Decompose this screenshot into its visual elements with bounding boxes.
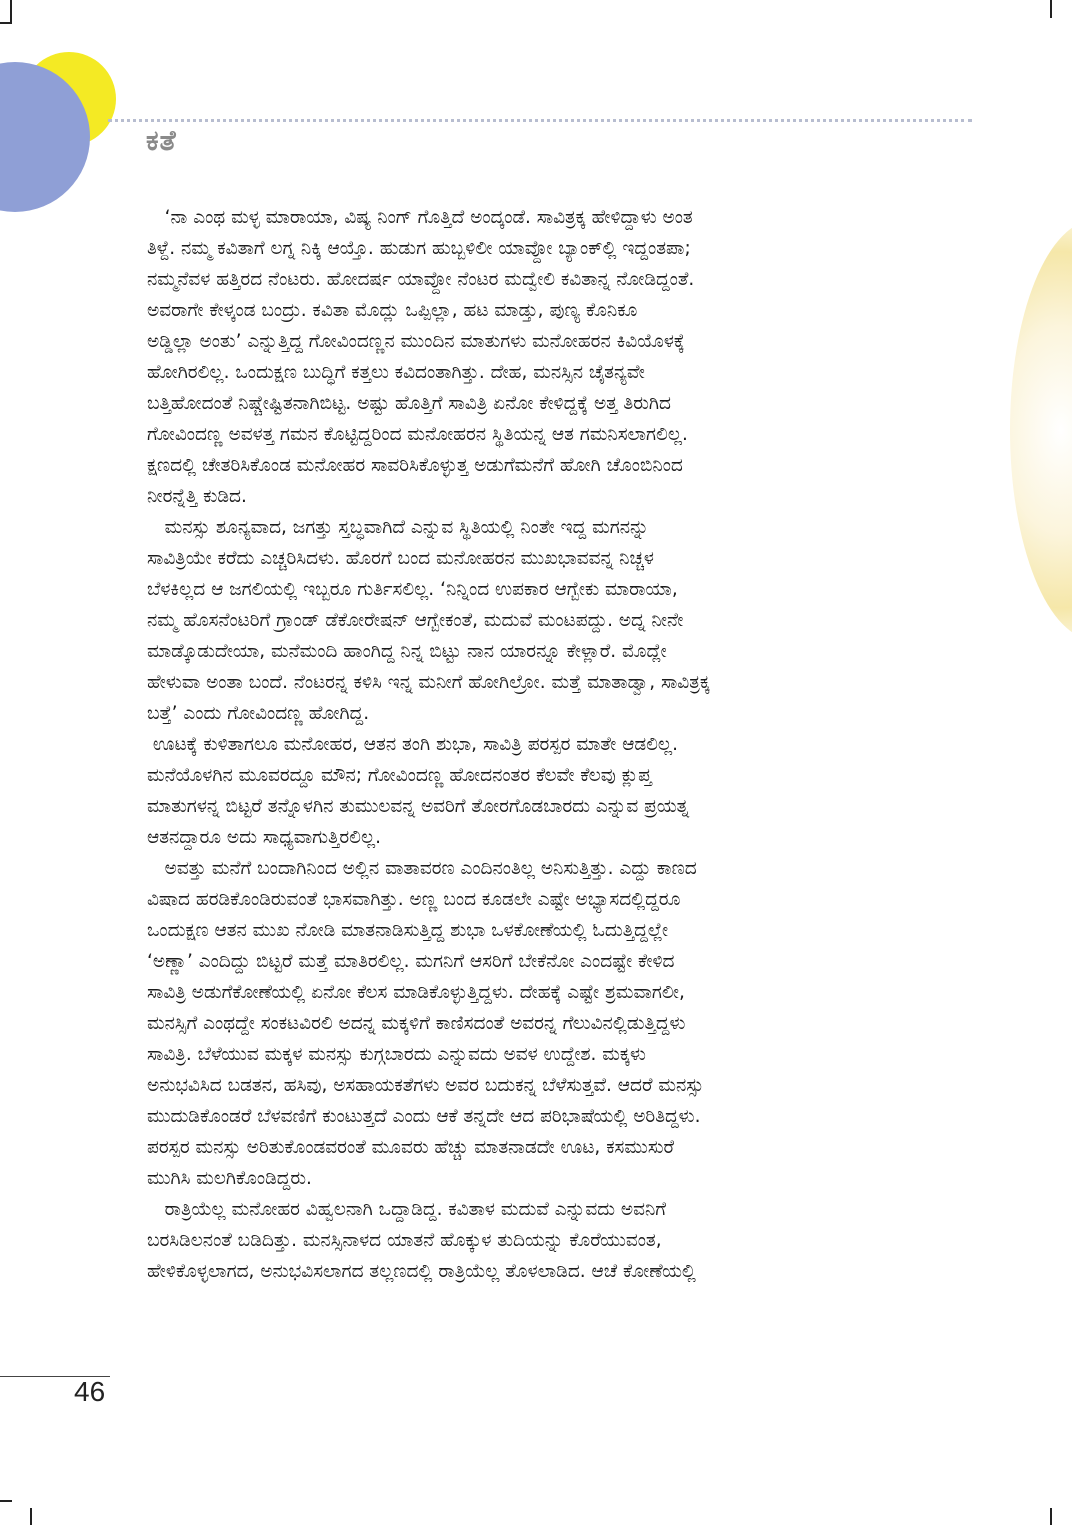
story-line: ಪರಸ್ಪರ ಮನಸ್ಸು ಅರಿತುಕೊಂಡವರಂತೆ ಮೂವರು ಹೆಚ್ಚು ಮಾತನಾಡದೇ ಊಟ, ಕಸಮುಸುರೆ bbox=[147, 1137, 675, 1158]
story-line: ಆತನದ್ದಾರೂ ಅದು ಸಾಧ್ಯವಾಗುತ್ತಿರಲಿಲ್ಲ. bbox=[147, 827, 382, 848]
crop-mark-bottom-left bbox=[0, 1500, 12, 1502]
crop-mark-top-left bbox=[10, 0, 12, 22]
crop-mark-bottom-left-v bbox=[30, 1508, 32, 1525]
crop-mark-top-left-h bbox=[0, 22, 12, 24]
story-line: ಊಟಕ್ಕೆ ಕುಳಿತಾಗಲೂ ಮನೋಹರ, ಆತನ ತಂಗಿ ಶುಭಾ, ಸಾವಿತ್ರಿ ಪರಸ್ಪರ ಮಾತೇ ಆಡಲಿಲ್ಲ. bbox=[147, 734, 678, 755]
story-line: ವಿಷಾದ ಹರಡಿಕೊಂಡಿರುವಂತೆ ಭಾಸವಾಗಿತ್ತು. ಅಣ್ಣ ಬಂದ ಕೂಡಲೇ ಎಷ್ಟೇ ಅಭ್ಯಾಸದಲ್ಲಿದ್ದರೂ bbox=[147, 889, 681, 910]
story-line: ಸಾವಿತ್ರಿಯೇ ಕರೆದು ಎಚ್ಚರಿಸಿದಳು. ಹೊರಗೆ ಬಂದ ಮನೋಹರನ ಮುಖಭಾವವನ್ನ ನಿಚ್ಚಳ bbox=[147, 548, 654, 569]
crop-mark-bottom-right bbox=[1050, 1508, 1052, 1525]
story-line: ಮನಸ್ಸಿಗೆ ಎಂಥದ್ದೇ ಸಂಕಟವಿರಲಿ ಅದನ್ನ ಮಕ್ಕಳಿಗೆ ಕಾಣಿಸದಂತೆ ಅವರನ್ನ ಗೆಲುವಿನಲ್ಲಿಡುತ್ತಿದ್ದಳು bbox=[147, 1013, 686, 1034]
story-line: ಅನುಭವಿಸಿದ ಬಡತನ, ಹಸಿವು, ಅಸಹಾಯಕತೆಗಳು ಅವರ ಬದುಕನ್ನ ಬೆಳೆಸುತ್ತವೆ. ಆದರೆ ಮನಸ್ಸು bbox=[147, 1075, 704, 1096]
story-line: ಅವರಾಗೇ ಕೇಳ್ಕಂಡ ಬಂದ್ರು. ಕವಿತಾ ಮೊದ್ಲು ಒಪ್ಪಿಲ್ಲಾ, ಹಟ ಮಾಡ್ತು, ಪುಣ್ಯ ಕೊನಿಕೂ bbox=[147, 300, 638, 321]
section-title: ಕತೆ bbox=[146, 124, 177, 157]
decorative-glow bbox=[1010, 220, 1072, 640]
story-line: ಮನಸ್ಸು ಶೂನ್ಯವಾದ, ಜಗತ್ತು ಸ್ತಬ್ಧವಾಗಿದೆ ಎನ್ನುವ ಸ್ಥಿತಿಯಲ್ಲಿ ನಿಂತೇ ಇದ್ದ ಮಗನನ್ನು bbox=[147, 517, 649, 538]
story-line: ಕ್ಷಣದಲ್ಲಿ ಚೇತರಿಸಿಕೊಂಡ ಮನೋಹರ ಸಾವರಿಸಿಕೊಳ್ಳುತ್ತ ಅಡುಗೆಮನೆಗೆ ಹೋಗಿ ಚೊಂಬಿನಿಂದ bbox=[147, 455, 683, 476]
story-line: ‘ನಾ ಎಂಥ ಮಳ್ಳ ಮಾರಾಯಾ, ವಿಷ್ಯ ನಿಂಗ್ ಗೊತ್ತಿದೆ ಅಂದ್ಕಂಡೆ. ಸಾವಿತ್ರಕ್ಕ ಹೇಳಿದ್ದಾಳು ಅಂತ bbox=[147, 207, 693, 228]
crop-mark-top-right bbox=[1050, 0, 1052, 18]
story-line: ಬತ್ತೆ’ ಎಂದು ಗೋವಿಂದಣ್ಣ ಹೋಗಿದ್ದ. bbox=[147, 703, 370, 724]
header-dotted-rule bbox=[108, 119, 972, 122]
story-line: ಮಾತುಗಳನ್ನ ಬಿಟ್ಟರೆ ತನ್ನೊಳಗಿನ ತುಮುಲವನ್ನ ಅವರಿಗೆ ತೋರಗೊಡಬಾರದು ಎನ್ನುವ ಪ್ರಯತ್ನ bbox=[147, 796, 689, 817]
story-line: ‘ಅಣ್ಣಾ’ ಎಂದಿದ್ದು ಬಿಟ್ಟರೆ ಮತ್ತೆ ಮಾತಿರಲಿಲ್ಲ. ಮಗನಿಗೆ ಆಸರಿಗೆ ಬೇಕೆನೋ ಎಂದಷ್ಟೇ ಕೇಳಿದ bbox=[147, 951, 675, 972]
story-line: ಮನೆಯೊಳಗಿನ ಮೂವರದ್ದೂ ಮೌನ; ಗೋವಿಂದಣ್ಣ ಹೋದನಂತರ ಕೆಲವೇ ಕೆಲವು ಕ್ಲುಪ್ತ bbox=[147, 765, 652, 786]
story-line: ಸಾವಿತ್ರಿ ಅಡುಗೆಕೋಣೆಯಲ್ಲಿ ಏನೋ ಕೆಲಸ ಮಾಡಿಕೊಳ್ಳುತ್ತಿದ್ದಳು. ದೇಹಕ್ಕೆ ಎಷ್ಟೇ ಶ್ರಮವಾಗಲೀ, bbox=[147, 982, 685, 1003]
story-line: ಹೋಗಿರಲಿಲ್ಲ. ಒಂದುಕ್ಷಣ ಬುದ್ಧಿಗೆ ಕತ್ತಲು ಕವಿದಂತಾಗಿತ್ತು. ದೇಹ, ಮನಸ್ಸಿನ ಚೈತನ್ಯವೇ bbox=[147, 362, 645, 383]
story-line: ಮುಗಿಸಿ ಮಲಗಿಕೊಂಡಿದ್ದರು. bbox=[147, 1168, 312, 1189]
story-line: ನಮ್ಮನೆವಳ ಹತ್ತಿರದ ನೆಂಟರು. ಹೋದರ್ಷ ಯಾವ್ದೋ ನೆಂಟರ ಮದ್ವೇಲಿ ಕವಿತಾನ್ನ ನೋಡಿದ್ದಂತೆ. bbox=[147, 269, 695, 290]
story-line: ನಮ್ಮ ಹೊಸನೆಂಟರಿಗೆ ಗ್ರಾಂಡ್ ಡೆಕೋರೇಷನ್ ಆಗ್ಬೇಕಂತೆ, ಮದುವೆ ಮಂಟಪದ್ದು. ಅದ್ನ ನೀನೇ bbox=[147, 610, 684, 631]
story-line: ಗೋವಿಂದಣ್ಣ ಅವಳತ್ತ ಗಮನ ಕೊಟ್ಟಿದ್ದರಿಂದ ಮನೋಹರನ ಸ್ಥಿತಿಯನ್ನ ಆತ ಗಮನಿಸಲಾಗಲಿಲ್ಲ. bbox=[147, 424, 688, 445]
story-line: ಮುದುಡಿಕೊಂಡರೆ ಬೆಳವಣಿಗೆ ಕುಂಟುತ್ತದೆ ಎಂದು ಆಕೆ ತನ್ನದೇ ಆದ ಪರಿಭಾಷೆಯಲ್ಲಿ ಅರಿತಿದ್ದಳು. bbox=[147, 1106, 701, 1127]
story-line: ಅವತ್ತು ಮನೆಗೆ ಬಂದಾಗಿನಿಂದ ಅಲ್ಲಿನ ವಾತಾವರಣ ಎಂದಿನಂತಿಲ್ಲ ಅನಿಸುತ್ತಿತ್ತು. ಎದ್ದು ಕಾಣದ bbox=[147, 858, 697, 879]
story-body bbox=[147, 202, 959, 1287]
story-line: ನೀರನ್ನೆತ್ತಿ ಕುಡಿದ. bbox=[147, 486, 247, 507]
story-line: ಸಾವಿತ್ರಿ. ಬೆಳೆಯುವ ಮಕ್ಕಳ ಮನಸ್ಸು ಕುಗ್ಗಬಾರದು ಎನ್ನುವದು ಅವಳ ಉದ್ದೇಶ. ಮಕ್ಕಳು bbox=[147, 1044, 646, 1065]
story-line: ಬತ್ತಿಹೋದಂತೆ ನಿಷ್ಚೇಷ್ಟಿತನಾಗಿಬಿಟ್ಟ. ಅಷ್ಟು ಹೊತ್ತಿಗೆ ಸಾವಿತ್ರಿ ಏನೋ ಕೇಳಿದ್ದಕ್ಕೆ ಅತ್ತ ತಿರುಗಿದ bbox=[147, 393, 671, 414]
story-line: ಒಂದುಕ್ಷಣ ಆತನ ಮುಖ ನೋಡಿ ಮಾತನಾಡಿಸುತ್ತಿದ್ದ ಶುಭಾ ಒಳಕೋಣೆಯಲ್ಲಿ ಓದುತ್ತಿದ್ದಲ್ಲೇ bbox=[147, 920, 669, 941]
story-line: ಬರಸಿಡಿಲನಂತೆ ಬಡಿದಿತ್ತು. ಮನಸ್ಸಿನಾಳದ ಯಾತನೆ ಹೊಕ್ಕುಳ ತುದಿಯನ್ನು ಕೊರೆಯುವಂತ, bbox=[147, 1230, 662, 1251]
page-number: 46 bbox=[74, 1376, 106, 1407]
story-line: ಬೆಳಕಿಲ್ಲದ ಆ ಜಗಲಿಯಲ್ಲಿ ಇಬ್ಬರೂ ಗುರ್ತಿಸಲಿಲ್ಲ. ‘ನಿನ್ನಿಂದ ಉಪಕಾರ ಆಗ್ಬೇಕು ಮಾರಾಯಾ, bbox=[147, 579, 678, 600]
story-line: ಹೇಳುವಾ ಅಂತಾ ಬಂದೆ. ನೆಂಟರನ್ನ ಕಳಿಸಿ ಇನ್ನ ಮನೀಗೆ ಹೋಗಿಲ್ರೋ. ಮತ್ತೆ ಮಾತಾಡ್ವಾ, ಸಾವಿತ್ರಕ್ಕ bbox=[147, 672, 710, 693]
story-line: ರಾತ್ರಿಯೆಲ್ಲ ಮನೋಹರ ವಿಹ್ವಲನಾಗಿ ಒದ್ದಾಡಿದ್ದ. ಕವಿತಾಳ ಮದುವೆ ಎನ್ನುವದು ಅವನಿಗೆ bbox=[147, 1199, 667, 1220]
story-line: ಹೇಳಿಕೊಳ್ಳಲಾಗದ, ಅನುಭವಿಸಲಾಗದ ತಲ್ಲಣದಲ್ಲಿ ರಾತ್ರಿಯೆಲ್ಲ ತೊಳಲಾಡಿದ. ಆಚೆ ಕೋಣೆಯಲ್ಲಿ bbox=[147, 1261, 696, 1282]
story-line: ತಿಳ್ದೆ. ನಮ್ಮ ಕವಿತಾಗೆ ಲಗ್ನ ನಿಕ್ಕಿ ಆಯ್ತೊ. ಹುಡುಗ ಹುಬ್ಬಳಿಲೀ ಯಾವ್ದೋ ಬ್ಯಾಂಕ್‌ಲ್ಲಿ ಇದ್ದಂತಪಾ; bbox=[147, 238, 691, 259]
story-line: ಅಡ್ಡಿಲ್ಲಾ ಅಂತು’ ಎನ್ನುತ್ತಿದ್ದ ಗೋವಿಂದಣ್ಣನ ಮುಂದಿನ ಮಾತುಗಳು ಮನೋಹರನ ಕಿವಿಯೊಳಕ್ಕೆ bbox=[147, 331, 685, 352]
story-line: ಮಾಡ್ಕೊಡುದೇಯಾ, ಮನೆಮಂದಿ ಹಾಂಗಿದ್ದ ನಿನ್ನ ಬಿಟ್ಟು ನಾನ ಯಾರನ್ನೂ ಕೇಳ್ಲಾರೆ. ಮೊದ್ಲೇ bbox=[147, 641, 667, 662]
